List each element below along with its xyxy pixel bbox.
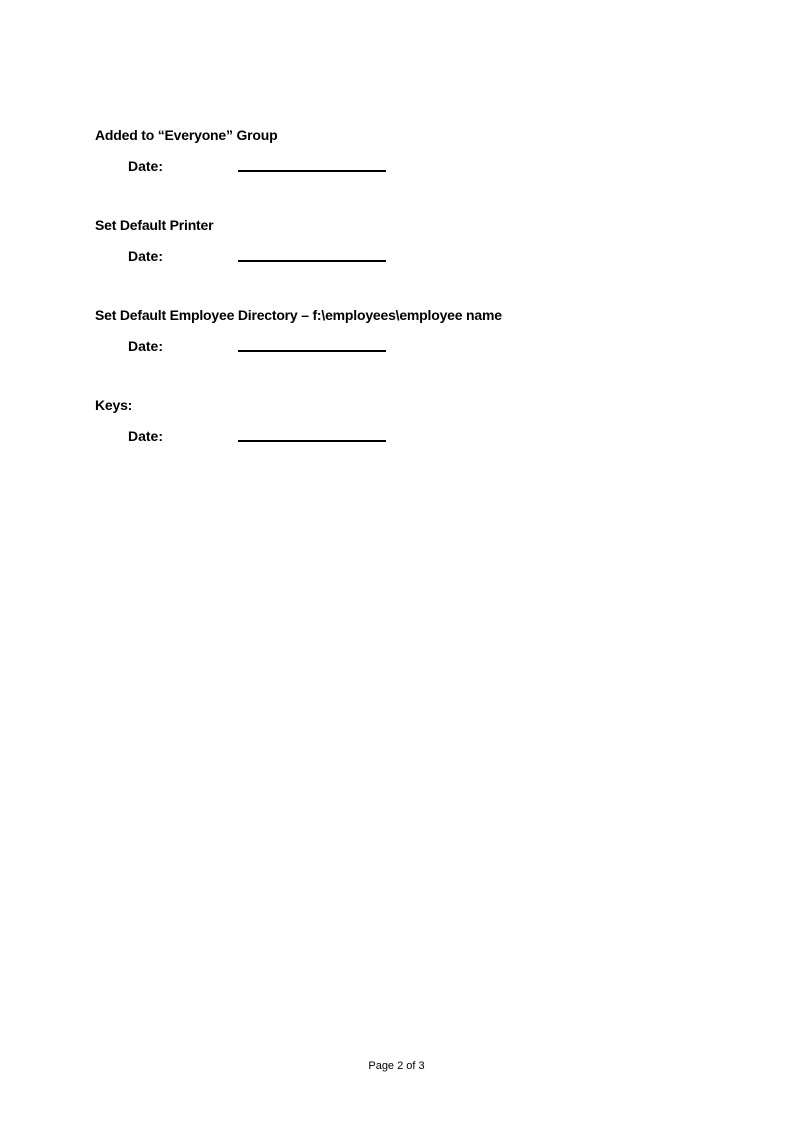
date-row [95, 337, 733, 355]
date-fill-line [238, 247, 386, 262]
date-fill-line [238, 157, 386, 172]
date-row [95, 247, 733, 265]
page-footer: Page 2 of 3 [368, 1060, 425, 1072]
section-heading: Added to “Everyone” Group [95, 127, 278, 143]
document-content [95, 126, 733, 486]
section-heading: Set Default Printer [95, 217, 214, 233]
form-section-keys [95, 396, 733, 445]
date-fill-line [238, 337, 386, 352]
form-section-default-printer [95, 216, 733, 265]
date-row [95, 157, 733, 175]
form-section-employee-directory [95, 306, 733, 355]
date-row [95, 427, 733, 445]
date-fill-line [238, 427, 386, 442]
date-label: Date: [128, 248, 164, 264]
date-label: Date: [128, 428, 164, 444]
section-heading: Keys: [95, 397, 133, 413]
date-label: Date: [128, 158, 164, 174]
form-section-everyone-group [95, 126, 733, 175]
section-heading: Set Default Employee Directory – f:\employees\employee name [95, 307, 502, 323]
date-label: Date: [128, 338, 164, 354]
